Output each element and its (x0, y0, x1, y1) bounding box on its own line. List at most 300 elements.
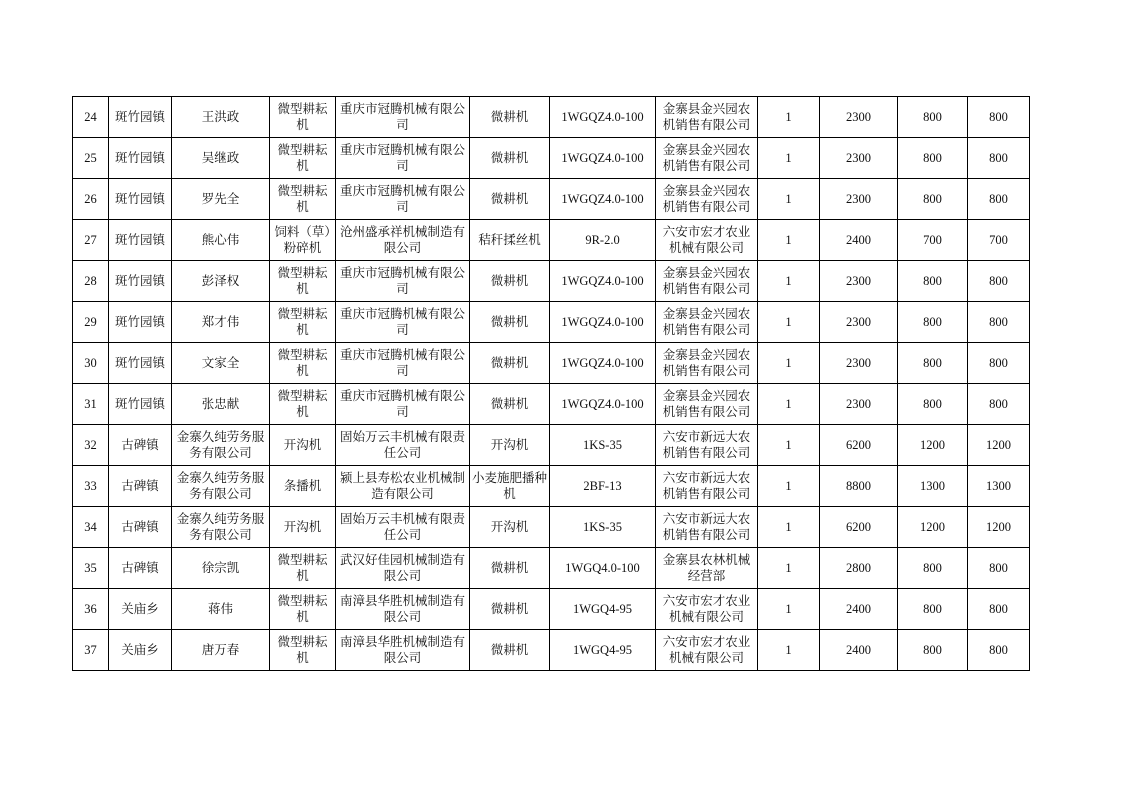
subsidy-total-cell-text: 700 (989, 233, 1008, 247)
manufacturer-cell (336, 302, 470, 343)
subsidy-total-cell-text: 1300 (986, 479, 1011, 493)
manufacturer-cell-text: 固始万云丰机械有限责任公司 (339, 429, 465, 460)
town-cell-text: 斑竹园镇 (114, 191, 165, 206)
dealer-cell-text: 金寨县金兴园农机销售有限公司 (662, 183, 751, 214)
town-cell-text: 斑竹园镇 (114, 355, 165, 370)
table-row (73, 220, 1030, 261)
product-name-cell-text: 微耕机 (490, 150, 529, 165)
subsidy-amount-cell-text: 800 (923, 561, 942, 575)
model-cell-text: 1WGQZ4.0-100 (561, 110, 644, 124)
quantity-cell-text: 1 (785, 479, 792, 493)
table-row (73, 548, 1030, 589)
price-cell-text: 6200 (846, 438, 871, 452)
manufacturer-cell (336, 343, 470, 384)
machine-category-cell-text: 微型耕耘机 (277, 593, 328, 624)
quantity-cell-text: 1 (785, 561, 792, 575)
model-cell (550, 138, 656, 179)
manufacturer-cell (336, 179, 470, 220)
price-cell (820, 343, 898, 384)
manufacturer-cell (336, 548, 470, 589)
subsidy-amount-cell (898, 220, 968, 261)
quantity-cell-text: 1 (785, 643, 792, 657)
manufacturer-cell (336, 507, 470, 548)
dealer-cell-text: 金寨县金兴园农机销售有限公司 (662, 142, 751, 173)
table-row (73, 97, 1030, 138)
manufacturer-cell-text: 沧州盛承祥机械制造有限公司 (339, 224, 465, 255)
product-name-cell (470, 343, 550, 384)
price-cell-text: 2800 (846, 561, 871, 575)
subsidy-amount-cell-text: 800 (923, 151, 942, 165)
subsidy-amount-cell-text: 700 (923, 233, 942, 247)
machine-category-cell (270, 261, 336, 302)
quantity-cell (758, 548, 820, 589)
subsidy-total-cell (968, 261, 1030, 302)
machine-category-cell (270, 589, 336, 630)
quantity-cell-text: 1 (785, 192, 792, 206)
subsidy-amount-cell-text: 800 (923, 356, 942, 370)
subsidy-total-cell (968, 589, 1030, 630)
buyer-cell (172, 261, 270, 302)
model-cell (550, 179, 656, 220)
price-cell (820, 384, 898, 425)
buyer-cell-text: 徐宗凯 (201, 560, 240, 575)
table-row (73, 630, 1030, 671)
buyer-cell-text: 罗先全 (201, 191, 240, 206)
model-cell (550, 466, 656, 507)
subsidy-total-cell-text: 800 (989, 274, 1008, 288)
quantity-cell (758, 138, 820, 179)
subsidy-amount-cell (898, 548, 968, 589)
row-number-cell (73, 97, 109, 138)
subsidy-total-cell (968, 138, 1030, 179)
row-number-cell-text: 27 (84, 233, 97, 247)
subsidy-total-cell-text: 800 (989, 151, 1008, 165)
machine-category-cell-text: 微型耕耘机 (277, 347, 328, 378)
table-row (73, 261, 1030, 302)
subsidy-total-cell (968, 425, 1030, 466)
price-cell-text: 6200 (846, 520, 871, 534)
subsidy-total-cell (968, 302, 1030, 343)
product-name-cell-text: 开沟机 (490, 519, 529, 534)
price-cell (820, 589, 898, 630)
price-cell-text: 2400 (846, 643, 871, 657)
buyer-cell (172, 630, 270, 671)
dealer-cell (656, 425, 758, 466)
town-cell-text: 斑竹园镇 (114, 232, 165, 247)
table-row (73, 302, 1030, 343)
manufacturer-cell (336, 138, 470, 179)
quantity-cell (758, 261, 820, 302)
manufacturer-cell-text: 固始万云丰机械有限责任公司 (339, 511, 465, 542)
manufacturer-cell (336, 220, 470, 261)
table-row (73, 425, 1030, 466)
subsidy-total-cell (968, 179, 1030, 220)
price-cell (820, 138, 898, 179)
row-number-cell (73, 261, 109, 302)
town-cell (109, 466, 172, 507)
product-name-cell (470, 425, 550, 466)
subsidy-total-cell-text: 800 (989, 356, 1008, 370)
table-body (73, 97, 1030, 671)
manufacturer-cell (336, 384, 470, 425)
product-name-cell-text: 微耕机 (490, 396, 529, 411)
subsidy-amount-cell (898, 466, 968, 507)
row-number-cell-text: 33 (84, 479, 97, 493)
buyer-cell-text: 蒋伟 (207, 601, 233, 616)
buyer-cell (172, 589, 270, 630)
subsidy-amount-cell-text: 800 (923, 602, 942, 616)
row-number-cell-text: 31 (84, 397, 97, 411)
row-number-cell (73, 507, 109, 548)
dealer-cell-text: 金寨县金兴园农机销售有限公司 (662, 347, 751, 378)
town-cell-text: 斑竹园镇 (114, 109, 165, 124)
product-name-cell (470, 384, 550, 425)
price-cell-text: 2300 (846, 192, 871, 206)
machine-category-cell (270, 343, 336, 384)
row-number-cell (73, 589, 109, 630)
buyer-cell-text: 金寨久纯劳务服务有限公司 (176, 470, 265, 501)
dealer-cell-text: 六安市宏才农业机械有限公司 (662, 593, 751, 624)
row-number-cell (73, 425, 109, 466)
subsidy-total-cell-text: 800 (989, 643, 1008, 657)
table-row (73, 589, 1030, 630)
subsidy-amount-cell (898, 343, 968, 384)
price-cell-text: 2400 (846, 602, 871, 616)
table-row (73, 138, 1030, 179)
row-number-cell-text: 35 (84, 561, 97, 575)
town-cell (109, 220, 172, 261)
town-cell (109, 425, 172, 466)
buyer-cell (172, 220, 270, 261)
machine-category-cell-text: 微型耕耘机 (277, 388, 328, 419)
town-cell-text: 古碑镇 (121, 437, 159, 452)
model-cell-text: 1WGQ4-95 (572, 643, 632, 657)
quantity-cell (758, 220, 820, 261)
price-cell-text: 2400 (846, 233, 871, 247)
row-number-cell (73, 138, 109, 179)
buyer-cell-text: 金寨久纯劳务服务有限公司 (176, 429, 265, 460)
subsidy-amount-cell (898, 138, 968, 179)
subsidy-total-cell-text: 800 (989, 192, 1008, 206)
dealer-cell-text: 金寨县金兴园农机销售有限公司 (662, 265, 751, 296)
buyer-cell-text: 金寨久纯劳务服务有限公司 (176, 511, 265, 542)
price-cell (820, 97, 898, 138)
product-name-cell-text: 开沟机 (490, 437, 529, 452)
machine-category-cell-text: 微型耕耘机 (277, 101, 328, 132)
model-cell (550, 548, 656, 589)
row-number-cell (73, 548, 109, 589)
row-number-cell-text: 25 (84, 151, 97, 165)
machine-category-cell-text: 饲料（草）粉碎机 (274, 224, 331, 255)
buyer-cell (172, 425, 270, 466)
product-name-cell (470, 507, 550, 548)
model-cell-text: 1KS-35 (583, 438, 622, 452)
product-name-cell-text: 微耕机 (490, 642, 529, 657)
buyer-cell-text: 吴继政 (201, 150, 240, 165)
buyer-cell (172, 179, 270, 220)
buyer-cell-text: 彭泽权 (201, 273, 240, 288)
subsidy-total-cell-text: 800 (989, 315, 1008, 329)
buyer-cell (172, 138, 270, 179)
manufacturer-cell-text: 重庆市冠腾机械有限公司 (339, 388, 465, 419)
subsidy-amount-cell (898, 179, 968, 220)
quantity-cell (758, 97, 820, 138)
dealer-cell (656, 507, 758, 548)
subsidy-amount-cell-text: 800 (923, 192, 942, 206)
row-number-cell-text: 24 (84, 110, 97, 124)
model-cell (550, 507, 656, 548)
machine-category-cell (270, 220, 336, 261)
subsidy-amount-cell (898, 302, 968, 343)
model-cell (550, 343, 656, 384)
dealer-cell (656, 261, 758, 302)
town-cell (109, 507, 172, 548)
buyer-cell (172, 97, 270, 138)
buyer-cell-text: 熊心伟 (201, 232, 240, 247)
dealer-cell-text: 六安市新远大农机销售有限公司 (662, 470, 751, 501)
subsidy-amount-cell (898, 97, 968, 138)
subsidy-amount-cell-text: 800 (923, 315, 942, 329)
quantity-cell (758, 425, 820, 466)
quantity-cell (758, 302, 820, 343)
product-name-cell (470, 302, 550, 343)
subsidy-total-cell-text: 800 (989, 397, 1008, 411)
product-name-cell (470, 138, 550, 179)
row-number-cell-text: 32 (84, 438, 97, 452)
row-number-cell (73, 466, 109, 507)
subsidy-total-cell (968, 630, 1030, 671)
quantity-cell-text: 1 (785, 274, 792, 288)
town-cell (109, 343, 172, 384)
table-row (73, 179, 1030, 220)
manufacturer-cell (336, 261, 470, 302)
subsidy-amount-cell (898, 384, 968, 425)
subsidy-total-cell-text: 800 (989, 110, 1008, 124)
model-cell-text: 1WGQZ4.0-100 (561, 397, 644, 411)
dealer-cell (656, 97, 758, 138)
quantity-cell-text: 1 (785, 520, 792, 534)
dealer-cell (656, 138, 758, 179)
table-row (73, 507, 1030, 548)
buyer-cell (172, 384, 270, 425)
price-cell-text: 8800 (846, 479, 871, 493)
subsidy-amount-cell (898, 507, 968, 548)
manufacturer-cell-text: 重庆市冠腾机械有限公司 (339, 265, 465, 296)
machine-category-cell (270, 97, 336, 138)
manufacturer-cell (336, 589, 470, 630)
price-cell-text: 2300 (846, 274, 871, 288)
machine-category-cell (270, 630, 336, 671)
dealer-cell (656, 179, 758, 220)
subsidy-total-cell-text: 1200 (986, 438, 1011, 452)
subsidy-amount-cell (898, 589, 968, 630)
subsidy-amount-cell-text: 1300 (920, 479, 945, 493)
machine-category-cell-text: 微型耕耘机 (277, 552, 328, 583)
dealer-cell-text: 六安市宏才农业机械有限公司 (662, 634, 751, 665)
town-cell-text: 关庙乡 (121, 642, 159, 657)
town-cell (109, 138, 172, 179)
subsidy-amount-cell (898, 425, 968, 466)
manufacturer-cell (336, 630, 470, 671)
table-row (73, 343, 1030, 384)
machine-category-cell (270, 507, 336, 548)
dealer-cell (656, 220, 758, 261)
quantity-cell-text: 1 (785, 438, 792, 452)
price-cell-text: 2300 (846, 151, 871, 165)
buyer-cell (172, 507, 270, 548)
buyer-cell (172, 548, 270, 589)
buyer-cell (172, 343, 270, 384)
price-cell (820, 630, 898, 671)
model-cell (550, 384, 656, 425)
machine-category-cell-text: 微型耕耘机 (277, 142, 328, 173)
quantity-cell (758, 507, 820, 548)
dealer-cell (656, 466, 758, 507)
quantity-cell-text: 1 (785, 110, 792, 124)
town-cell (109, 589, 172, 630)
price-cell (820, 425, 898, 466)
quantity-cell (758, 466, 820, 507)
machine-category-cell-text: 微型耕耘机 (277, 265, 328, 296)
product-name-cell (470, 220, 550, 261)
price-cell-text: 2300 (846, 110, 871, 124)
machine-category-cell-text: 微型耕耘机 (277, 183, 328, 214)
model-cell-text: 2BF-13 (583, 479, 622, 493)
price-cell (820, 466, 898, 507)
model-cell-text: 1WGQ4-95 (572, 602, 632, 616)
product-name-cell-text: 微耕机 (490, 109, 529, 124)
product-name-cell-text: 小麦施肥播种机 (472, 470, 547, 501)
row-number-cell-text: 29 (84, 315, 97, 329)
row-number-cell (73, 179, 109, 220)
product-name-cell-text: 微耕机 (490, 191, 529, 206)
model-cell (550, 220, 656, 261)
quantity-cell (758, 589, 820, 630)
dealer-cell-text: 六安市新远大农机销售有限公司 (662, 511, 751, 542)
dealer-cell-text: 六安市宏才农业机械有限公司 (662, 224, 751, 255)
subsidy-amount-cell-text: 800 (923, 110, 942, 124)
dealer-cell (656, 630, 758, 671)
town-cell (109, 179, 172, 220)
subsidy-total-cell-text: 800 (989, 561, 1008, 575)
model-cell (550, 261, 656, 302)
product-name-cell (470, 466, 550, 507)
product-name-cell (470, 589, 550, 630)
buyer-cell (172, 466, 270, 507)
manufacturer-cell-text: 重庆市冠腾机械有限公司 (339, 142, 465, 173)
buyer-cell-text: 郑才伟 (201, 314, 240, 329)
subsidy-total-cell (968, 220, 1030, 261)
price-cell (820, 548, 898, 589)
dealer-cell-text: 金寨县金兴园农机销售有限公司 (662, 101, 751, 132)
row-number-cell-text: 30 (84, 356, 97, 370)
subsidy-total-cell (968, 384, 1030, 425)
quantity-cell-text: 1 (785, 151, 792, 165)
row-number-cell-text: 34 (84, 520, 97, 534)
price-cell-text: 2300 (846, 315, 871, 329)
dealer-cell (656, 589, 758, 630)
dealer-cell-text: 金寨县金兴园农机销售有限公司 (662, 306, 751, 337)
quantity-cell (758, 630, 820, 671)
dealer-cell (656, 548, 758, 589)
model-cell-text: 1WGQZ4.0-100 (561, 356, 644, 370)
price-cell (820, 507, 898, 548)
product-name-cell-text: 微耕机 (490, 560, 529, 575)
machine-category-cell (270, 384, 336, 425)
product-name-cell-text: 微耕机 (490, 601, 529, 616)
row-number-cell-text: 26 (84, 192, 97, 206)
product-name-cell (470, 97, 550, 138)
model-cell (550, 97, 656, 138)
subsidy-table (72, 96, 1030, 671)
model-cell (550, 302, 656, 343)
machine-category-cell-text: 条播机 (283, 478, 322, 493)
price-cell (820, 302, 898, 343)
row-number-cell-text: 28 (84, 274, 97, 288)
town-cell-text: 斑竹园镇 (114, 150, 165, 165)
price-cell (820, 220, 898, 261)
model-cell-text: 1WGQZ4.0-100 (561, 151, 644, 165)
dealer-cell (656, 384, 758, 425)
model-cell (550, 589, 656, 630)
row-number-cell-text: 37 (84, 643, 97, 657)
subsidy-amount-cell-text: 1200 (920, 438, 945, 452)
subsidy-amount-cell-text: 800 (923, 274, 942, 288)
subsidy-amount-cell-text: 800 (923, 397, 942, 411)
buyer-cell-text: 唐万春 (201, 642, 240, 657)
dealer-cell (656, 343, 758, 384)
machine-category-cell (270, 138, 336, 179)
price-cell-text: 2300 (846, 356, 871, 370)
quantity-cell-text: 1 (785, 602, 792, 616)
machine-category-cell (270, 179, 336, 220)
model-cell (550, 630, 656, 671)
table-row (73, 466, 1030, 507)
machine-category-cell-text: 开沟机 (283, 437, 322, 452)
row-number-cell-text: 36 (84, 602, 97, 616)
row-number-cell (73, 343, 109, 384)
town-cell (109, 261, 172, 302)
machine-category-cell (270, 466, 336, 507)
subsidy-amount-cell-text: 1200 (920, 520, 945, 534)
machine-category-cell-text: 微型耕耘机 (277, 306, 328, 337)
model-cell-text: 9R-2.0 (585, 233, 620, 247)
quantity-cell-text: 1 (785, 233, 792, 247)
manufacturer-cell-text: 南漳县华胜机械制造有限公司 (339, 593, 465, 624)
quantity-cell (758, 343, 820, 384)
town-cell-text: 古碑镇 (121, 478, 159, 493)
subsidy-total-cell (968, 466, 1030, 507)
dealer-cell (656, 302, 758, 343)
dealer-cell-text: 金寨县金兴园农机销售有限公司 (662, 388, 751, 419)
model-cell-text: 1WGQZ4.0-100 (561, 192, 644, 206)
product-name-cell-text: 微耕机 (490, 355, 529, 370)
manufacturer-cell-text: 颍上县寿松农业机械制造有限公司 (339, 470, 465, 501)
manufacturer-cell (336, 425, 470, 466)
town-cell-text: 关庙乡 (121, 601, 159, 616)
machine-category-cell (270, 548, 336, 589)
machine-category-cell (270, 425, 336, 466)
subsidy-total-cell (968, 343, 1030, 384)
manufacturer-cell-text: 重庆市冠腾机械有限公司 (339, 306, 465, 337)
model-cell-text: 1WGQ4.0-100 (565, 561, 640, 575)
buyer-cell (172, 302, 270, 343)
subsidy-amount-cell (898, 261, 968, 302)
buyer-cell-text: 王洪政 (201, 109, 240, 124)
manufacturer-cell-text: 重庆市冠腾机械有限公司 (339, 101, 465, 132)
buyer-cell-text: 文家全 (201, 355, 240, 370)
product-name-cell-text: 微耕机 (490, 314, 529, 329)
